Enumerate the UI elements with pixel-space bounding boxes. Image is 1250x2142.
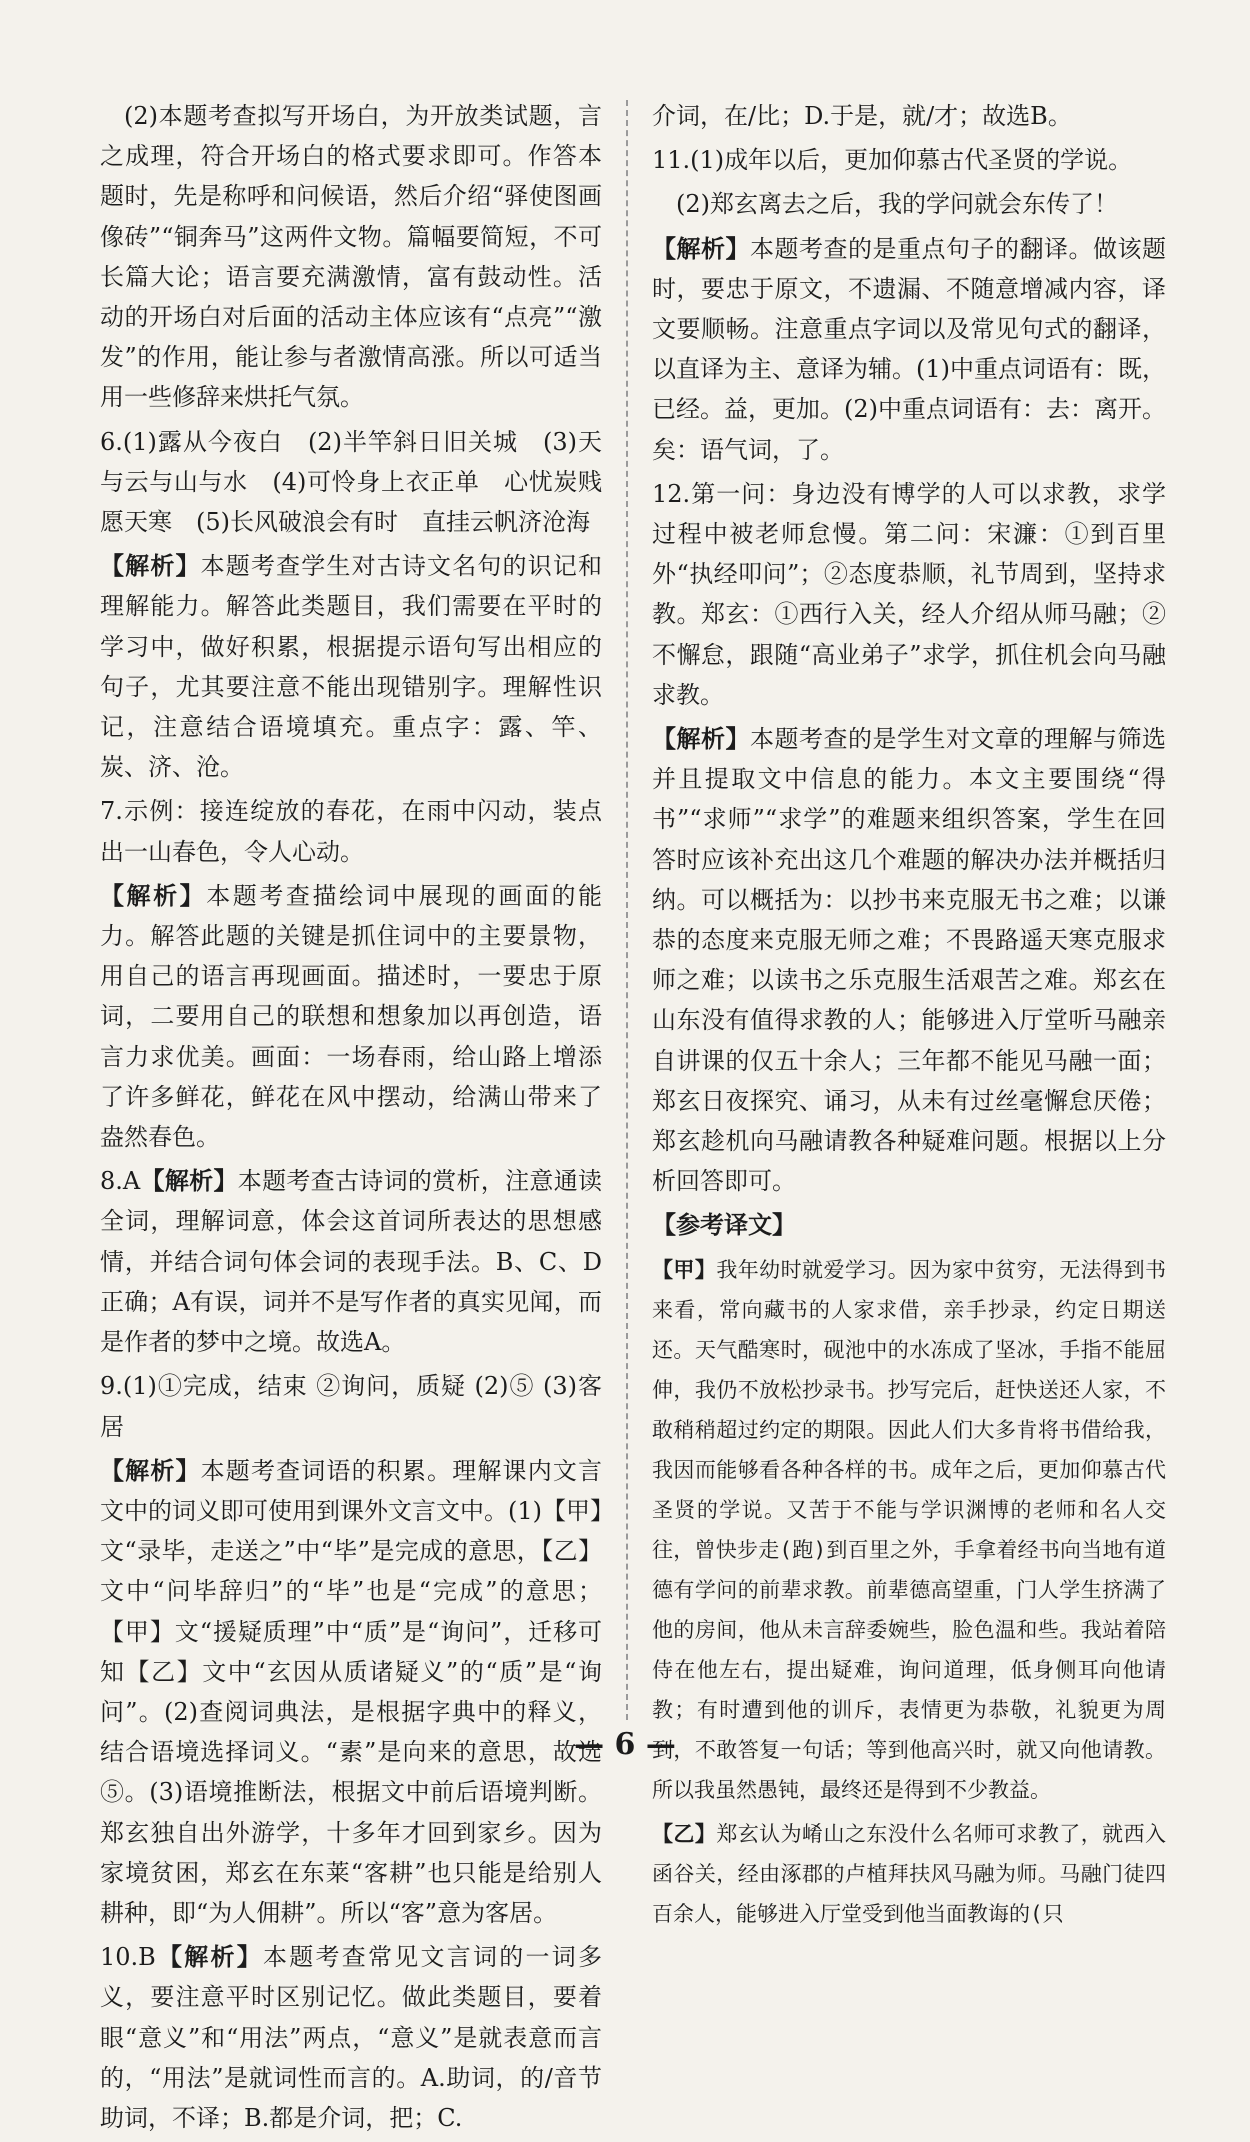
q7-answer: 7.示例：接连绽放的春花，在雨中闪动，装点出一山春色，令人心动。 bbox=[100, 797, 602, 866]
q7-analysis-text: 本题考查描绘词中展现的画面的能力。解答此题的关键是抓住词中的主要景物，用自己的语言再现画面。描述时，一要忠于原词，二要用自己的联想和想象加以再创造，语言力求优美。画面：一场春雨，给山路上增添了许多鲜花，鲜花在风中摆动，给满山带来了盎然春色。 bbox=[100, 881, 603, 1152]
q12-analysis-text: 本题考查的是学生对文章的理解与筛选并且提取文中信息的能力。本文主要围绕“得书”“求师”“求学”的难题来组织答案，学生在回答时应该补充出这几个难题的解决办法并概括归纳。可以概括为：以抄书来克服无书之难；以谦恭的态度来克服无师之难；不畏路遥天寒克服求师之难；以读书之乐克服生活艰苦之难。郑玄在山东没有值得求教的人；能够进入厅堂听马融亲自讲课的仅五十余人；三年都不能见马融一面；郑玄日夜探究、诵习，从未有过丝毫懈怠厌倦；郑玄趁机向马融请教各种疑难问题。根据以上分析回答即可。 bbox=[652, 725, 1166, 1196]
page-number: — 6 — bbox=[574, 1727, 676, 1762]
q10-analysis-continued: 介词，在/比；D.于是，就/才；故选B。 bbox=[652, 102, 1072, 130]
q7-analysis bbox=[100, 876, 602, 1157]
analysis-tag: 【解析】 bbox=[652, 724, 750, 754]
q10-answer bbox=[100, 1937, 602, 2138]
q10-choice: 10.B bbox=[100, 1943, 156, 1972]
q8-choice: 8.A bbox=[100, 1167, 141, 1196]
analysis-tag: 【解析】 bbox=[100, 551, 201, 581]
q12-answer: 12.第一问：身边没有博学的人可以求教，求学过程中被老师怠慢。第二问：宋濂：①到百里外“执经叩问”；②态度恭顺，礼节周到，坚持求教。郑玄：①西行入关，经人介绍从师马融；②不懈怠，跟随“高业弟子”求学，抓住机会向马融求教。 bbox=[652, 479, 1166, 709]
q10-analysis-text: 本题考查常见文言词的一词多义，要注意平时区别记忆。做此类题目，要着眼“意义”和“用法”两点，“意义”是就表意而言的，“用法”是就词性而言的。A.助词，的/音节助词，不译；B.都是介词，把；C. bbox=[100, 1943, 603, 2132]
q6-answer: 6.(1)露从今夜白 (2)半竿斜日旧关城 (3)天与云与山与水 (4)可怜身上衣正单 心忧炭贱愿天寒 (5)长风破浪会有时 直挂云帆济沧海 bbox=[100, 427, 602, 537]
analysis-tag: 【解析】 bbox=[100, 880, 207, 910]
q11-answer-1: 11.(1)成年以后，更加仰慕古代圣贤的学说。 bbox=[652, 146, 1133, 175]
q9-analysis bbox=[100, 1451, 602, 1933]
analysis-tag: 【解析】 bbox=[100, 1455, 201, 1485]
q8-analysis-text: 本题考查古诗词的赏析，注意通读全词，理解词意，体会这首词所表达的思想感情，并结合词句体会词的表现手法。B、C、D正确；A有误，词并不是写作者的真实见闻，而是作者的梦中之境。故选A。 bbox=[100, 1167, 603, 1357]
reference-translation-title: 【参考译文】 bbox=[652, 1210, 796, 1240]
translation-yi bbox=[652, 1814, 1166, 1934]
right-column bbox=[652, 96, 1166, 1938]
q12-analysis bbox=[652, 719, 1166, 1201]
translation-jia-text: 我年幼时就爱学习。因为家中贫穷，无法得到书来看，常向藏书的人家求借，亲手抄录，约定日期送还。天气酷寒时，砚池中的水冻成了坚冰，手指不能屈伸，我仍不放松抄录书。抄写完后，赶快送还人家，不敢稍稍超过约定的期限。因此人们大多肯将书借给我，我因而能够看各种各样的书。成年之后，更加仰慕古代圣贤的学说。又苦于不能与学识渊博的老师和名人交往，曾快步走(跑)到百里之外，手拿着经书向当地有道德有学问的前辈求教。前辈德高望重，门人学生挤满了他的房间，他从未言辞委婉些，脸色温和些。我站着陪侍在他左右，提出疑难，询问道理，低身侧耳向他请教；有时遭到他的训斥，表情更为恭敬，礼貌更为周到，不敢答复一句话；等到他高兴时，就又向他请教。所以我虽然愚钝，最终还是得到不少教益。 bbox=[652, 1257, 1167, 1802]
analysis-tag: 【解析】 bbox=[155, 1942, 264, 1972]
column-divider bbox=[626, 100, 628, 1720]
q11-answer-2: (2)郑玄离去之后，我的学问就会东传了！ bbox=[676, 190, 1118, 219]
q11-analysis-text: 本题考查的是重点句子的翻译。做该题时，要忠于原文，不遗漏、不随意增减内容，译文要顺畅。注意重点字词以及常见句式的翻译，以直译为主、意译为辅。(1)中重点词语有：既，已经。益，更加。(2)中重点词语有：去：离开。矣：语气词，了。 bbox=[652, 234, 1166, 464]
q6-analysis bbox=[100, 546, 602, 787]
q11-analysis bbox=[652, 229, 1166, 470]
left-column bbox=[100, 96, 602, 2142]
q8-answer bbox=[100, 1161, 602, 1362]
analysis-tag: 【解析】 bbox=[652, 233, 750, 263]
translation-yi-text: 郑玄认为崤山之东没什么名师可求教了，就西入函谷关，经由涿郡的卢植拜扶风马融为师。马融门徒四百余人，能够进入厅堂受到他当面教诲的(只 bbox=[652, 1821, 1167, 1926]
analysis-tag: 【解析】 bbox=[140, 1166, 238, 1196]
q9-answer: 9.(1)①完成，结束 ②询问，质疑 (2)⑤ (3)客居 bbox=[100, 1372, 602, 1441]
translation-jia-tag: 【甲】 bbox=[652, 1257, 717, 1282]
translation-yi-tag: 【乙】 bbox=[652, 1821, 717, 1846]
q5-part2-analysis: (2)本题考查拟写开场白，为开放类试题，言之成理，符合开场白的格式要求即可。作答本题时，先是称呼和问候语，然后介绍“驿使图画像砖”“铜奔马”这两件文物。篇幅要简短，不可长篇大论；语言要充满激情，富有鼓动性。活动的开场白对后面的活动主体应该有“点亮”“激发”的作用，能让参与者激情高涨。所以可适当用一些修辞来烘托气氛。 bbox=[100, 102, 602, 412]
q9-analysis-text: 本题考查词语的积累。理解课内文言文中的词义即可使用到课外文言文中。(1)【甲】文“录毕，走送之”中“毕”是完成的意思，【乙】文中“问毕辞归”的“毕”也是“完成”的意思；【甲】文“援疑质理”中“质”是“询问”，迁移可知【乙】文中“玄因从质诸疑义”的“质”是“询问”。(2)查阅词典法，是根据字典中的释义，结合语境选择词义。“素”是向来的意思，故选⑤。(3)语境推断法，根据文中前后语境判断。郑玄独自出外游学，十多年才回到家乡。因为家境贫困，郑玄在东莱“客耕”也只能是给别人耕种，即“为人佣耕”。所以“客”意为客居。 bbox=[100, 1456, 603, 1927]
translation-jia bbox=[652, 1250, 1166, 1810]
q6-analysis-text: 本题考查学生对古诗文名句的识记和理解能力。解答此类题目，我们需要在平时的学习中，做好积累，根据提示语句写出相应的句子，尤其要注意不能出现错别字。理解性识记，注意结合语境填充。重点字：露、竿、炭、济、沧。 bbox=[100, 552, 603, 782]
